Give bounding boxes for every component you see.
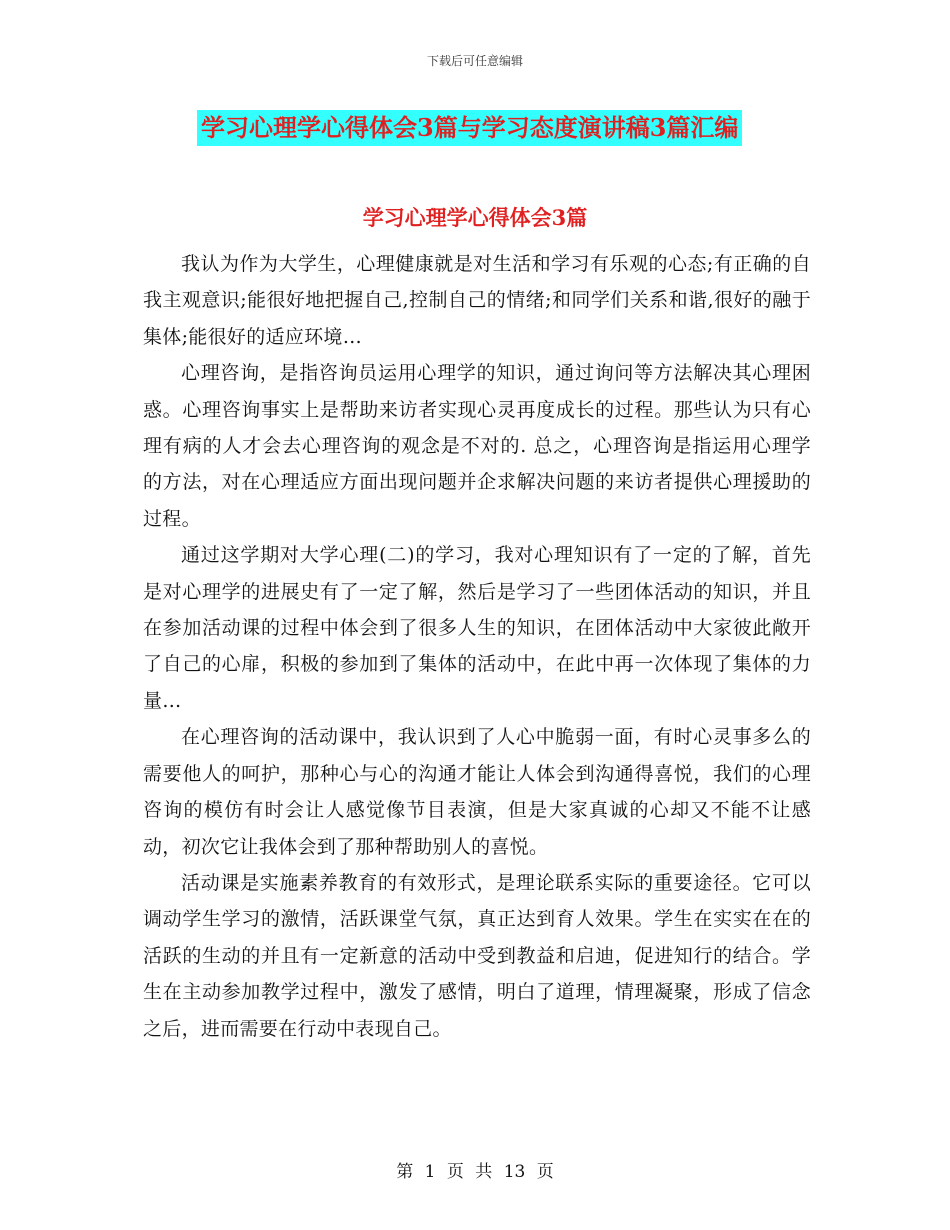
paragraph-1: 我认为作为大学生，心理健康就是对生活和学习有乐观的心态;有正确的自我主观意识;能很好地把握自己,控制自己的情绪;和同学们关系和谐,很好的融于集体;能很好的适应环境… xyxy=(143,253,811,348)
body-text xyxy=(143,246,811,1047)
page-footer: 第 1 页 共 13 页 xyxy=(396,1162,554,1182)
paragraph-3: 通过这学期对大学心理(二)的学习，我对心理知识有了一定的了解，首先是对心理学的进展史有了一定了解，然后是学习了一些团体活动的知识，并且在参加活动课的过程中体会到了很多人生的知识，在团体活动中大家彼此敞开了自己的心扉，积极的参加到了集体的活动中，在此中再一次体现了集体的力量… xyxy=(143,544,811,712)
paragraph-2: 心理咨询，是指咨询员运用心理学的知识，通过询问等方法解决其心理困惑。心理咨询事实上是帮助来访者实现心灵再度成长的过程。那些认为只有心理有病的人才会去心理咨询的观念是不对的. 总之，心理咨询是指运用心理学的方法，对在心理适应方面出现问题并企求解决问题的来访者提供心理援助的过程。 xyxy=(143,362,811,530)
paragraph-4: 在心理咨询的活动课中，我认识到了人心中脆弱一面，有时心灵事多么的需要他人的呵护，那种心与心的沟通才能让人体会到沟通得喜悦，我们的心理咨询的模仿有时会让人感觉像节目表演，但是大家真诚的心却又不能不让感动，初次它让我体会到了那种帮助别人的喜悦。 xyxy=(143,726,811,858)
header-note: 下载后可任意编辑 xyxy=(426,54,523,68)
document-title: 学习心理学心得体会3篇与学习态度演讲稿3篇汇编 xyxy=(197,110,742,146)
paragraph-5: 活动课是实施素养教育的有效形式，是理论联系实际的重要途径。它可以调动学生学习的激情，活跃课堂气氛，真正达到育人效果。学生在实实在在的活跃的生动的并且有一定新意的活动中受到教益和启迪，促进知行的结合。学生在主动参加教学过程中，激发了感情，明白了道理，情理凝聚，形成了信念之后，进而需要在行动中表现自己。 xyxy=(143,871,811,1040)
section-title: 学习心理学心得体会3篇 xyxy=(362,205,588,230)
